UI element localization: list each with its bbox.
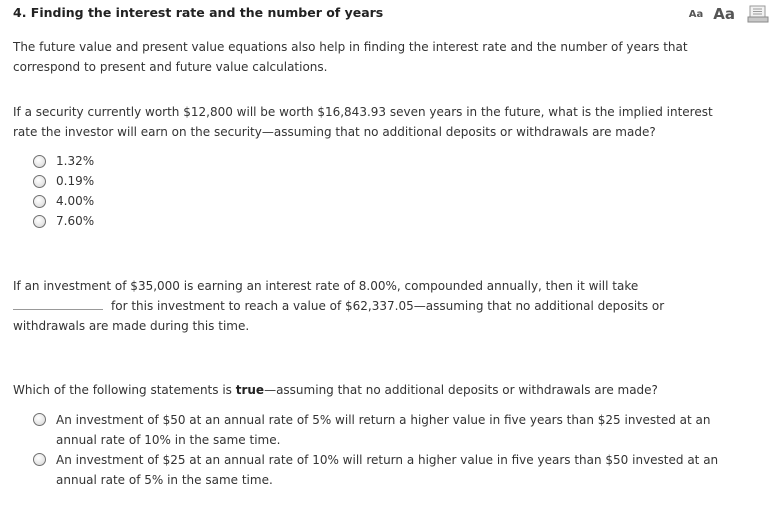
question-header	[13, 4, 769, 24]
answer-option[interactable]	[33, 171, 94, 191]
question-3-options	[33, 410, 733, 490]
print-icon[interactable]	[747, 5, 769, 23]
question-1-text: If a security currently worth $12,800 will be worth $16,843.93 seven years in the future, what is the implied interest rate the investor will earn on the security—assuming that no additional deposits or withdrawals are made?	[13, 105, 713, 139]
radio-button[interactable]	[33, 453, 46, 466]
decrease-font-button[interactable]: Aa	[688, 8, 704, 20]
increase-font-button[interactable]: Aa	[713, 5, 735, 23]
question-2-text-before: If an investment of $35,000 is earning an interest rate of 8.00%, compounded annually, then it will take	[13, 279, 639, 293]
intro-text: The future value and present value equations also help in finding the interest rate and the number of years that correspond to present and future value calculations.	[13, 40, 688, 74]
radio-button[interactable]	[33, 175, 46, 188]
toolbar	[689, 4, 769, 24]
question-3-text-after: —assuming that no additional deposits or withdrawals are made?	[264, 383, 658, 397]
option-label: An investment of $50 at an annual rate of 5% will return a higher value in five years than $25 invested at an annual rate of 10% in the same time.	[56, 413, 711, 447]
question-2-text-after: for this investment to reach a value of $62,337.05—assuming that no additional deposits or withdrawals are made during this time.	[13, 299, 665, 333]
option-label: 4.00%	[56, 194, 95, 208]
option-label: 0.19%	[56, 174, 95, 188]
answer-option[interactable]	[33, 450, 733, 490]
answer-dropdown[interactable]	[13, 297, 103, 310]
answer-option[interactable]	[33, 410, 733, 450]
question-title: 4. Finding the interest rate and the number of years	[13, 5, 384, 20]
option-label: An investment of $25 at an annual rate of 10% will return a higher value in five years than $50 invested at an annual rate of 5% in the same time.	[56, 453, 719, 487]
answer-option[interactable]	[33, 211, 94, 231]
option-label: 7.60%	[56, 214, 95, 228]
question-3-text-before: Which of the following statements is	[13, 383, 236, 397]
question-3-text	[13, 380, 733, 400]
question-1-options	[33, 151, 94, 231]
radio-button[interactable]	[33, 195, 46, 208]
question-2-text	[13, 276, 693, 336]
radio-button[interactable]	[33, 155, 46, 168]
radio-button[interactable]	[33, 215, 46, 228]
answer-option[interactable]	[33, 151, 94, 171]
option-label: 1.32%	[56, 154, 95, 168]
answer-option[interactable]	[33, 191, 94, 211]
emphasis-true: true	[235, 383, 265, 397]
radio-button[interactable]	[33, 413, 46, 426]
